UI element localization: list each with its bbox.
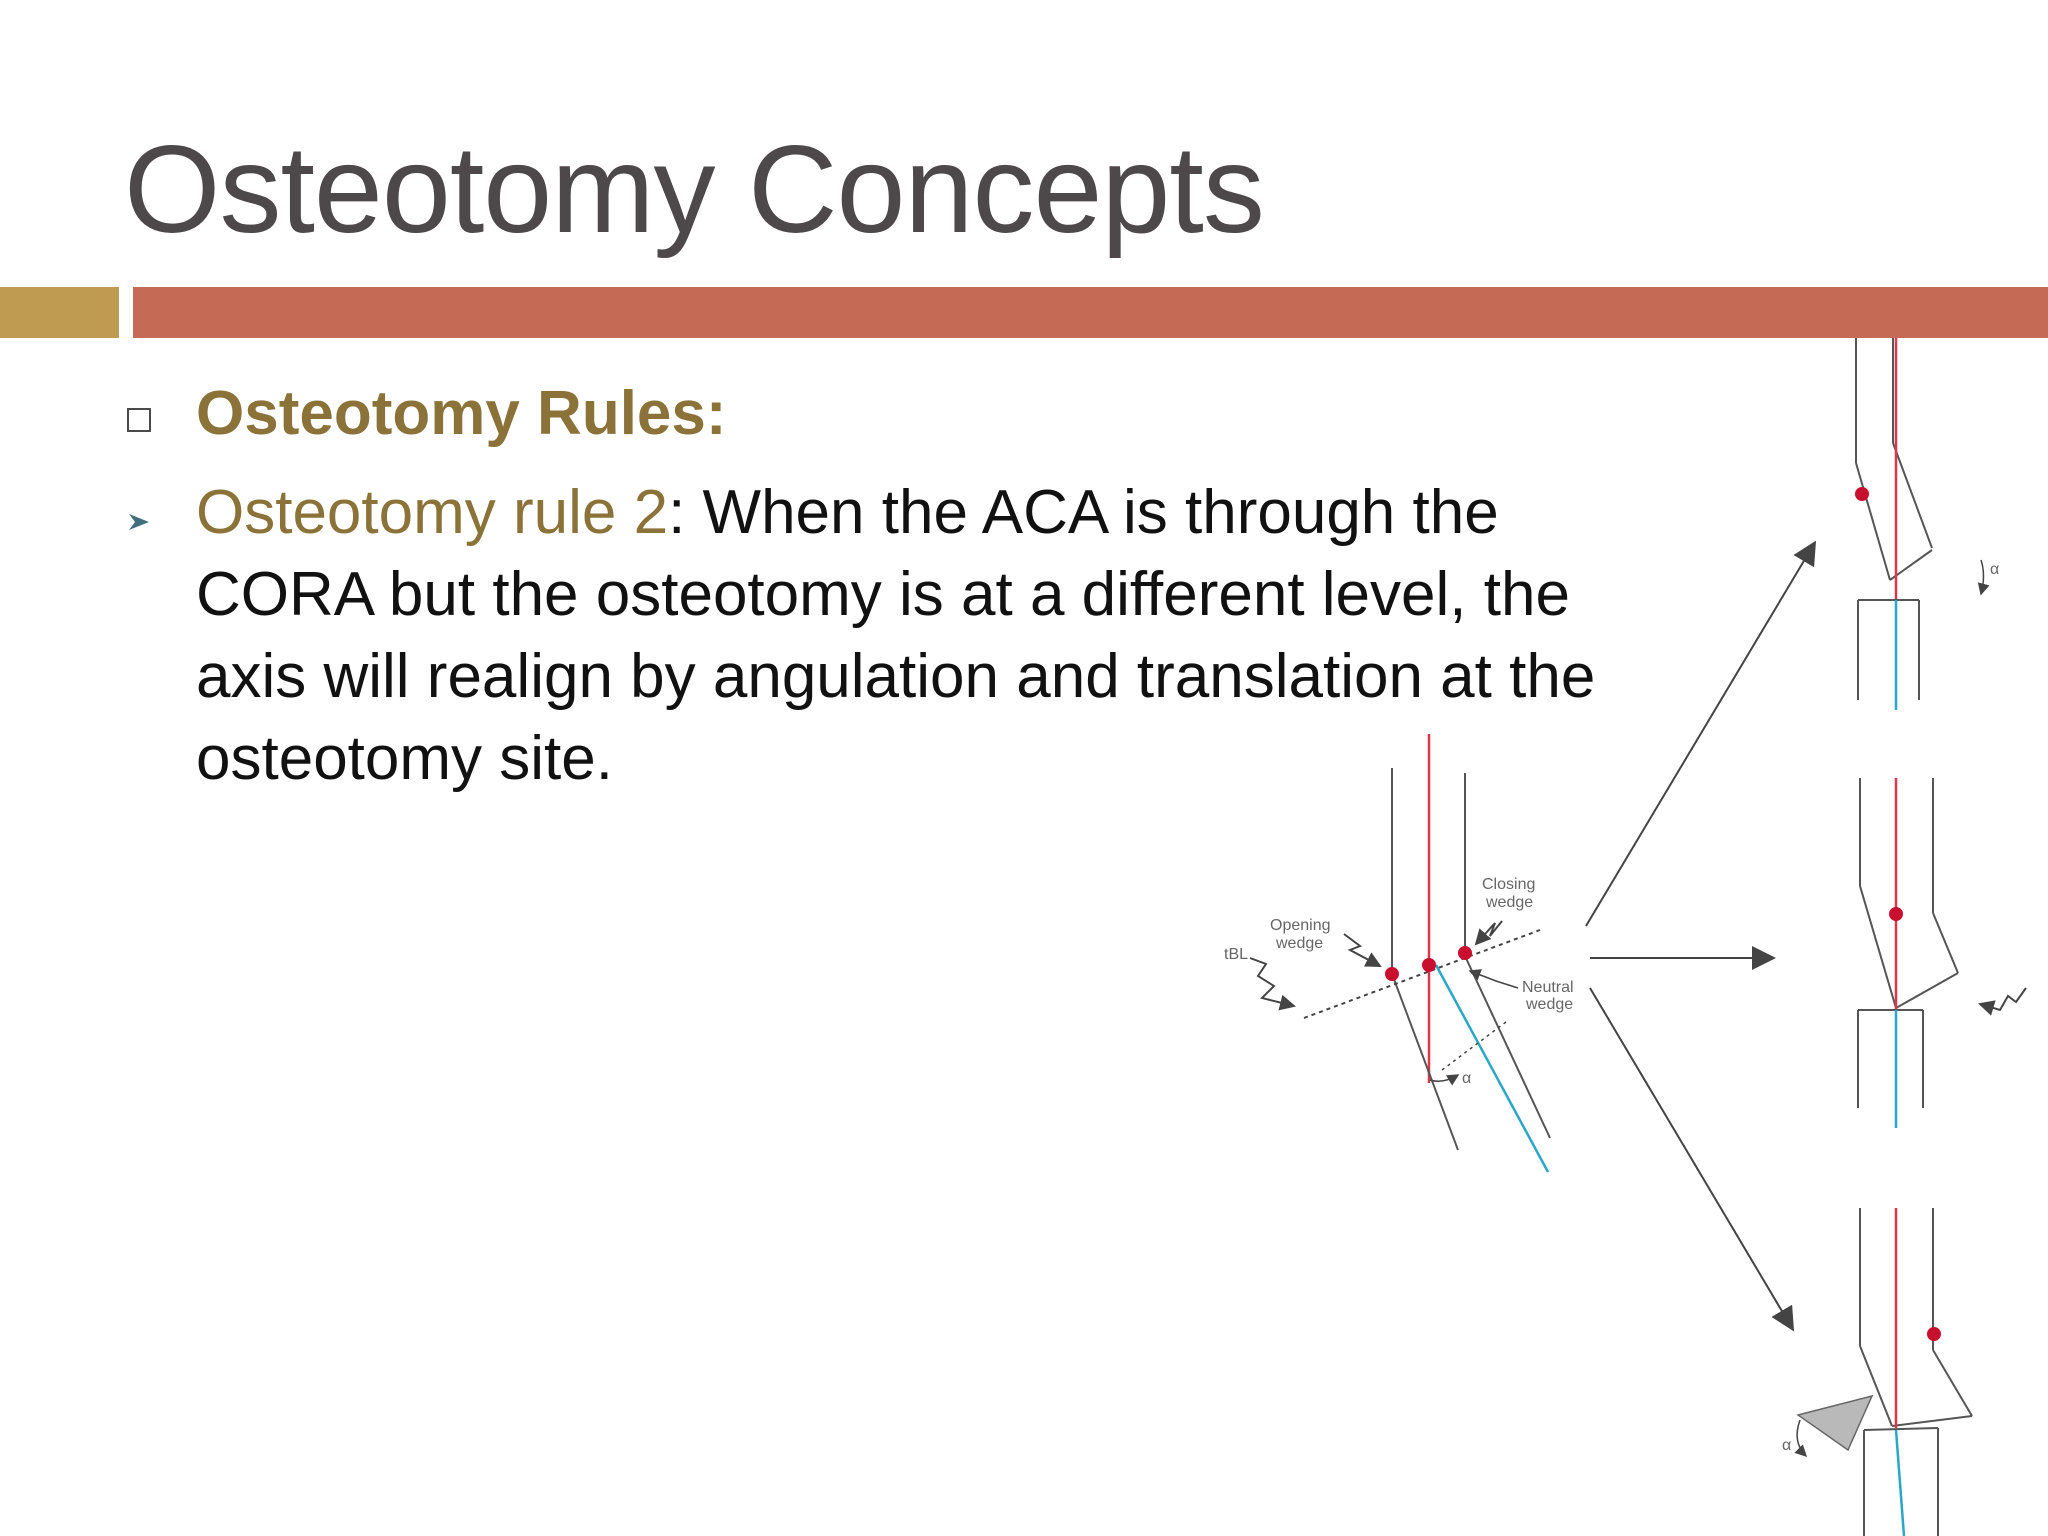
square-bullet-icon bbox=[127, 408, 151, 432]
rule-description: : When the ACA is through the CORA but the osteotomy is at a different level, the axis will realign by angulation and translation at the osteotomy site. bbox=[196, 478, 1596, 793]
tbl-label: tBL bbox=[1224, 946, 1249, 963]
osteotomy-diagram bbox=[1180, 338, 2048, 1536]
closing-wedge-label-1: Closing bbox=[1482, 876, 1536, 893]
opening-wedge-label-1: Opening bbox=[1270, 917, 1331, 934]
slide-title: Osteotomy Concepts bbox=[124, 121, 1264, 259]
alpha-label-top: α bbox=[1990, 561, 2000, 578]
bottom-variant-diagram bbox=[1782, 1208, 1972, 1536]
rule-label: Osteotomy rule 2 bbox=[196, 478, 669, 547]
neutral-wedge-label-2: wedge bbox=[1526, 996, 1574, 1013]
arrowhead-bullet-icon bbox=[125, 508, 153, 536]
neutral-wedge-label-1: Neutral bbox=[1522, 979, 1574, 996]
cora-point-3 bbox=[1458, 946, 1472, 960]
closing-wedge-label-2: wedge bbox=[1486, 894, 1534, 911]
cora-point-1 bbox=[1385, 967, 1399, 981]
alpha-label-center: α bbox=[1462, 1070, 1472, 1087]
arrow-to-bottom bbox=[1590, 988, 1792, 1328]
arrow-to-top bbox=[1586, 544, 1814, 926]
middle-variant-diagram bbox=[1858, 778, 2026, 1128]
alpha-label-bottom: α bbox=[1782, 1437, 1792, 1454]
top-variant-diagram bbox=[1855, 338, 1999, 710]
title-accent-bar-red bbox=[133, 287, 2048, 338]
section-heading: Osteotomy Rules: bbox=[196, 379, 727, 448]
cora-point-2 bbox=[1422, 958, 1436, 972]
opening-wedge-label-2: wedge bbox=[1276, 935, 1324, 952]
central-bone-diagram bbox=[1224, 734, 1574, 1172]
title-accent-bar-gold bbox=[0, 287, 119, 338]
